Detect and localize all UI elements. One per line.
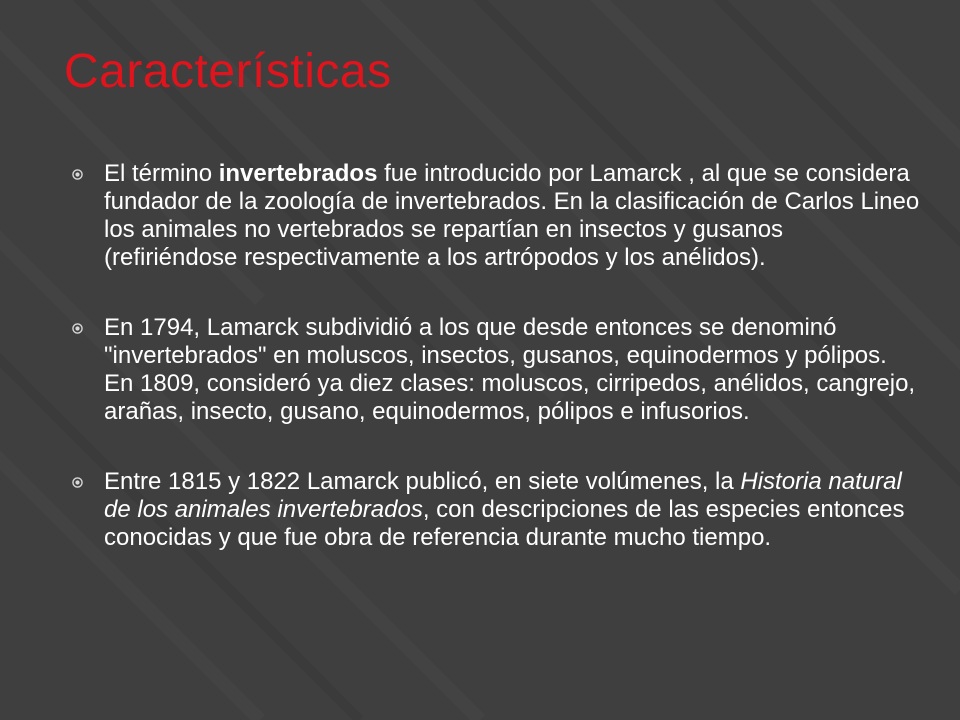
bullet-text-segment: invertebrados [218, 160, 378, 187]
bullet-text-segment: Entre 1815 y 1822 Lamarck publicó, en siete volúmenes, la [104, 468, 741, 495]
bullet-text-segment: , con descripciones de las especies entonces conocidas y que fue obra de referencia durante mucho tiempo. [104, 496, 905, 551]
slide-title: Características [64, 45, 392, 98]
circle-bullet-icon [72, 323, 83, 334]
bullet-text-segment: El término [104, 160, 219, 187]
bullet-text [104, 468, 904, 551]
bullet-item [64, 314, 920, 426]
circle-bullet-icon [72, 477, 83, 488]
bullet-item [64, 160, 920, 272]
bullet-text-segment: Historia natural de los animales invertebrados [104, 468, 902, 523]
bullet-text [104, 160, 919, 271]
bullet-text-segment: fue introducido por Lamarck , al que se considera fundador de la zoología de invertebrados. En la clasificación de Carlos Lineo los animales no vertebrados se repartían en insectos y gusanos (refiriéndose respectivamente a los artrópodos y los anélidos). [104, 160, 920, 271]
bullet-list [64, 160, 920, 594]
bullet-text-segment: En 1794, Lamarck subdividió a los que desde entonces se denominó "invertebrados" en moluscos, insectos, gusanos, equinodermos y pólipos. En 1809, consideró ya diez clases: moluscos, cirripedos, anélidos, cangrejo, arañas, insecto, gusano, equinodermos, pólipos e infusorios. [104, 314, 916, 425]
circle-bullet-icon [72, 169, 83, 180]
bullet-item [64, 468, 920, 552]
bullet-text [104, 314, 915, 425]
